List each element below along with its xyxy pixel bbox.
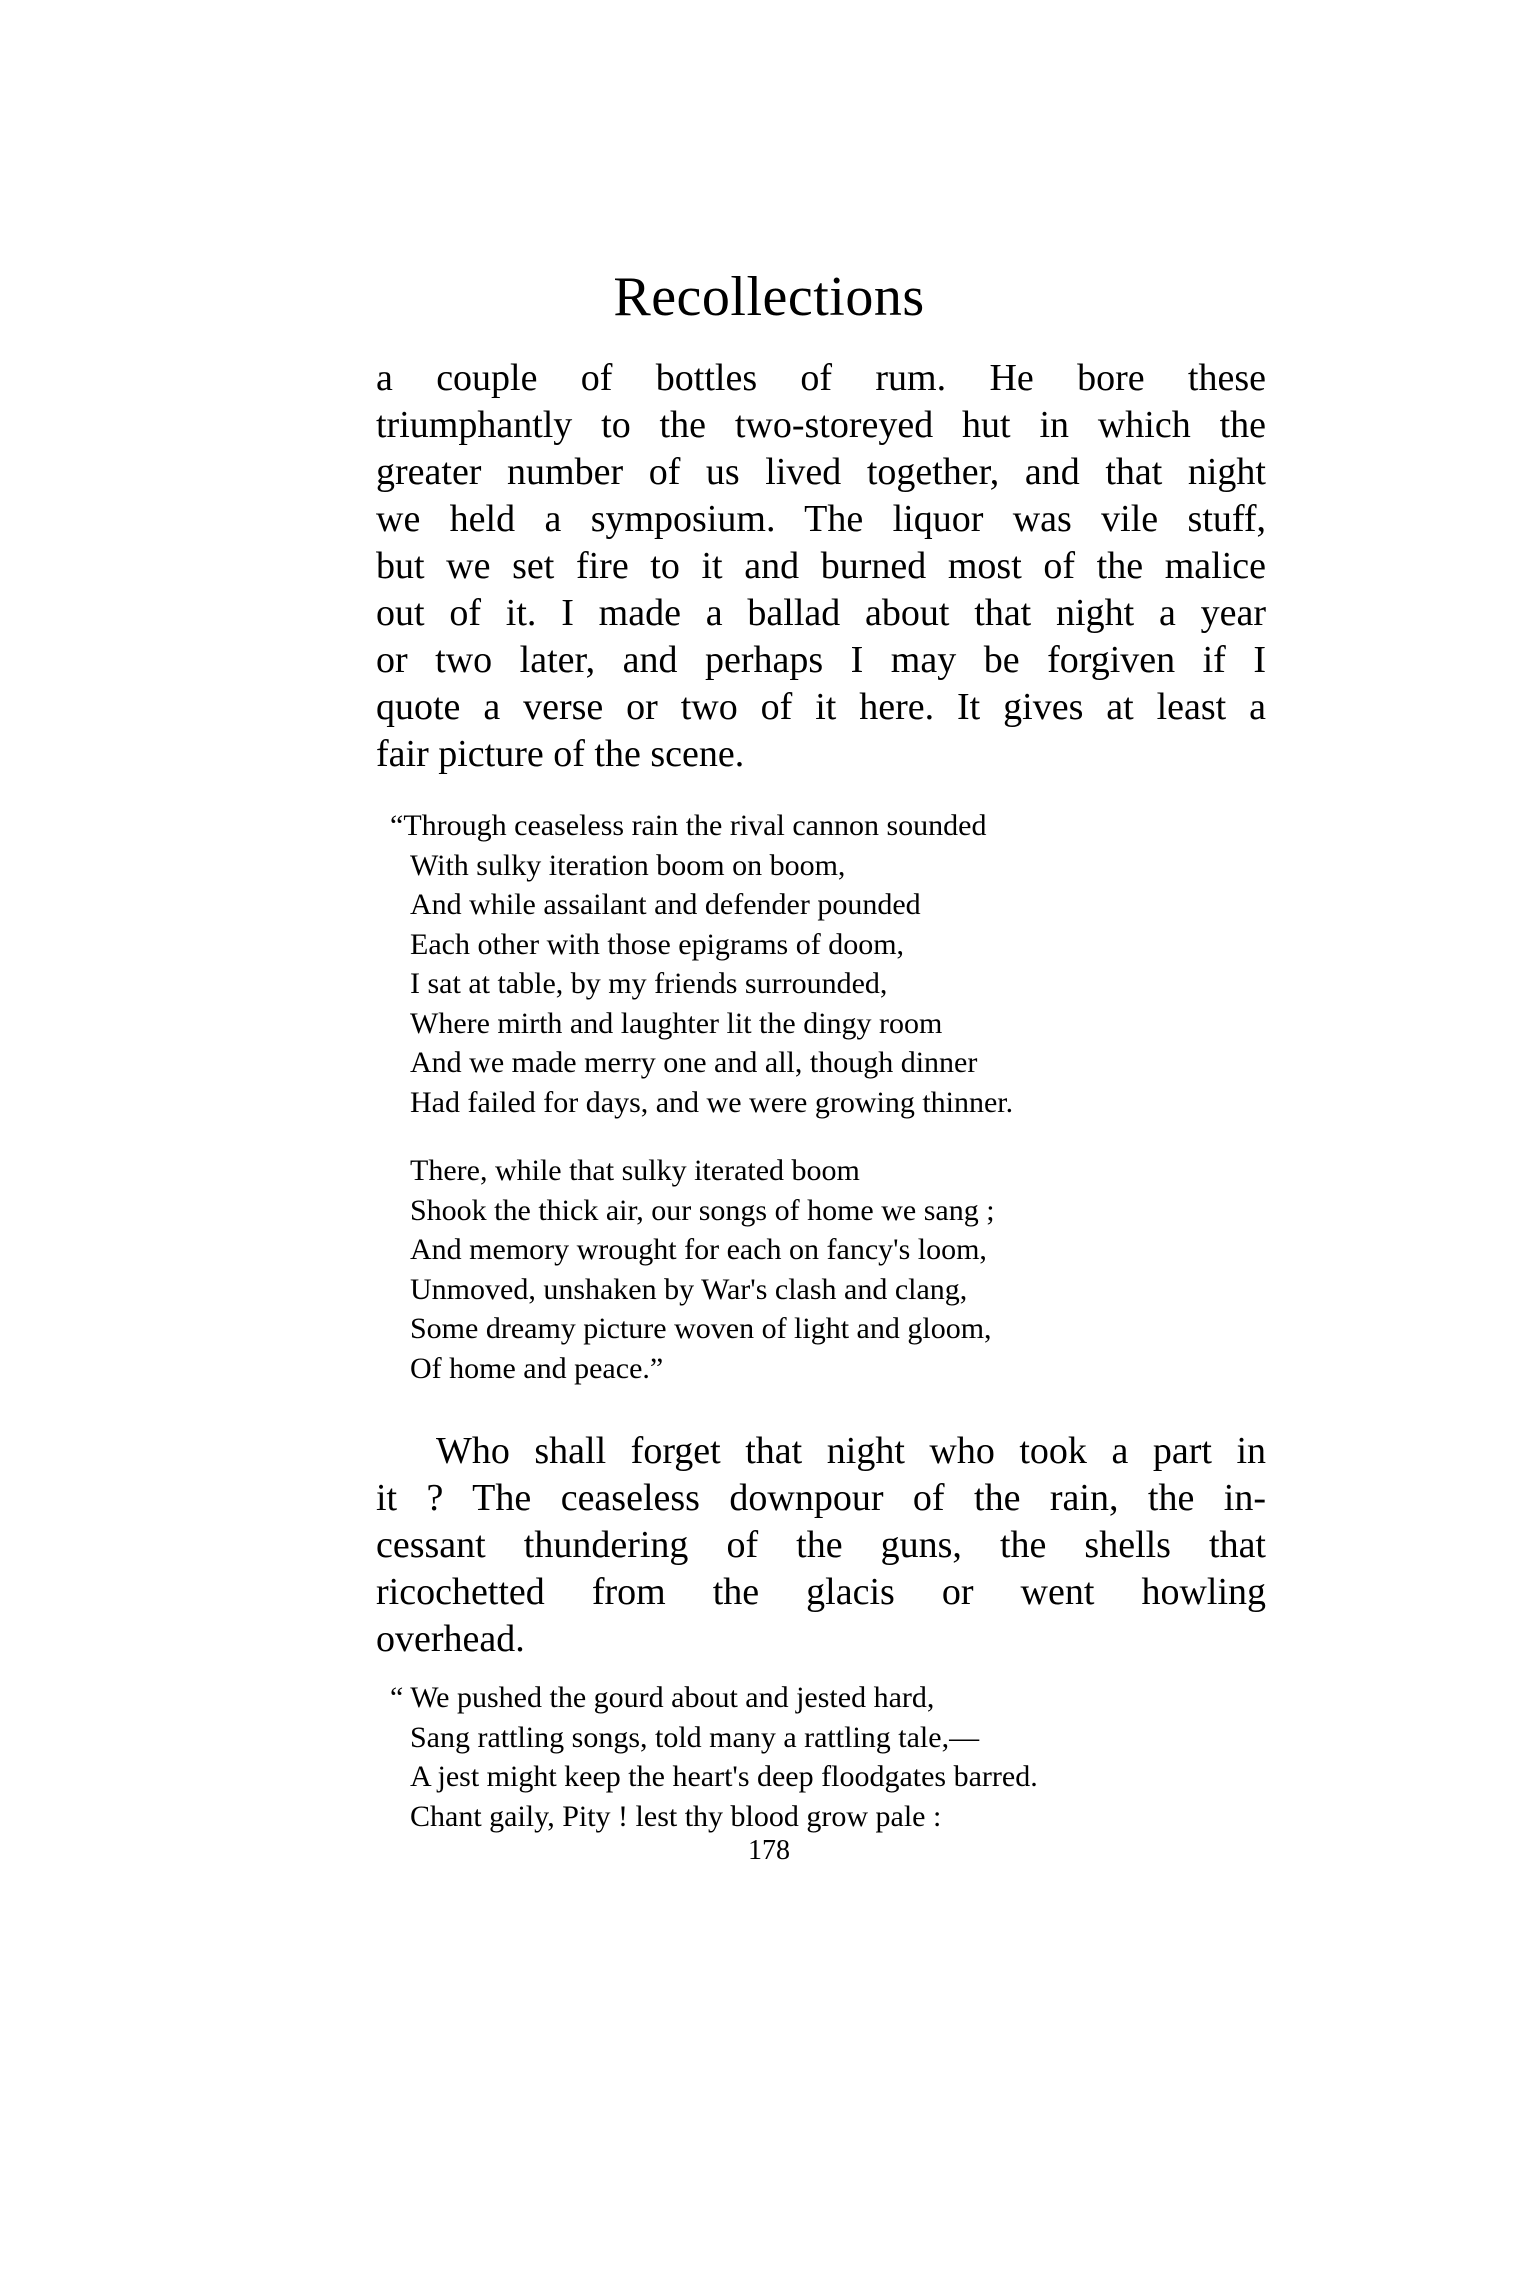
- verse-line: And memory wrought for each on fancy's loom,: [410, 1233, 987, 1266]
- verse-line: And while assailant and defender pounded: [410, 888, 921, 921]
- paragraph-line: quote a verse or two of it here. It gives at least a: [376, 686, 1266, 728]
- paragraph-line: cessant thundering of the guns, the shells that: [376, 1524, 1266, 1566]
- verse-line: Shook the thick air, our songs of home we sang ;: [410, 1193, 995, 1227]
- verse-line: With sulky iteration boom on boom,: [410, 848, 846, 882]
- paragraph-line: a couple of bottles of rum. He bore these: [376, 357, 1266, 399]
- paragraph-line: or two later, and perhaps I may be forgiven if I: [376, 639, 1266, 681]
- verse-line: “ We pushed the gourd about and jested hard,: [390, 1681, 935, 1714]
- paragraph-line: fair picture of the scene.: [376, 733, 745, 775]
- verse-line: And we made merry one and all, though dinner: [410, 1046, 978, 1079]
- verse-line: Unmoved, unshaken by War's clash and clang,: [410, 1272, 968, 1306]
- verse-line: I sat at table, by my friends surrounded,: [410, 967, 888, 1000]
- verse-stanza-1: [380, 806, 1013, 1122]
- paragraph-line: out of it. I made a ballad about that night a year: [376, 592, 1266, 634]
- paragraph-line: we held a symposium. The liquor was vile stuff,: [376, 498, 1266, 540]
- running-head: Recollections: [613, 266, 925, 328]
- paragraph-line: ricochetted from the glacis or went howling: [376, 1571, 1266, 1613]
- paragraph-1: [376, 355, 1266, 778]
- verse-line: “Through ceaseless rain the rival cannon sounded: [390, 809, 987, 842]
- paragraph-line: greater number of us lived together, and that night: [376, 451, 1266, 493]
- verse-line: A jest might keep the heart's deep floodgates barred.: [410, 1760, 1038, 1793]
- verse-line: There, while that sulky iterated boom: [410, 1154, 860, 1187]
- verse-line: Each other with those epigrams of doom,: [410, 927, 905, 961]
- verse-stanza-2: [380, 1151, 995, 1388]
- verse-line: Sang rattling songs, told many a rattling tale,—: [410, 1720, 980, 1754]
- paragraph-line: overhead.: [376, 1618, 525, 1660]
- verse-line: Chant gaily, Pity ! lest thy blood grow pale :: [410, 1799, 942, 1833]
- paragraph-line: but we set fire to it and burned most of the malice: [376, 545, 1266, 587]
- paragraph-line: it ? The ceaseless downpour of the rain, the in-: [376, 1477, 1266, 1519]
- verse-line: Where mirth and laughter lit the dingy room: [410, 1006, 943, 1040]
- verse-line: Had failed for days, and we were growing thinner.: [410, 1085, 1014, 1119]
- verse-line: Of home and peace.”: [410, 1351, 664, 1385]
- paragraph-2: [376, 1428, 1266, 1663]
- paragraph-line: Who shall forget that night who took a part in: [436, 1430, 1266, 1472]
- verse-line: Some dreamy picture woven of light and gloom,: [410, 1312, 992, 1345]
- verse-stanza-3: [380, 1678, 1038, 1836]
- paragraph-line: triumphantly to the two-storeyed hut in which the: [376, 404, 1266, 446]
- page-number: 178: [748, 1835, 790, 1866]
